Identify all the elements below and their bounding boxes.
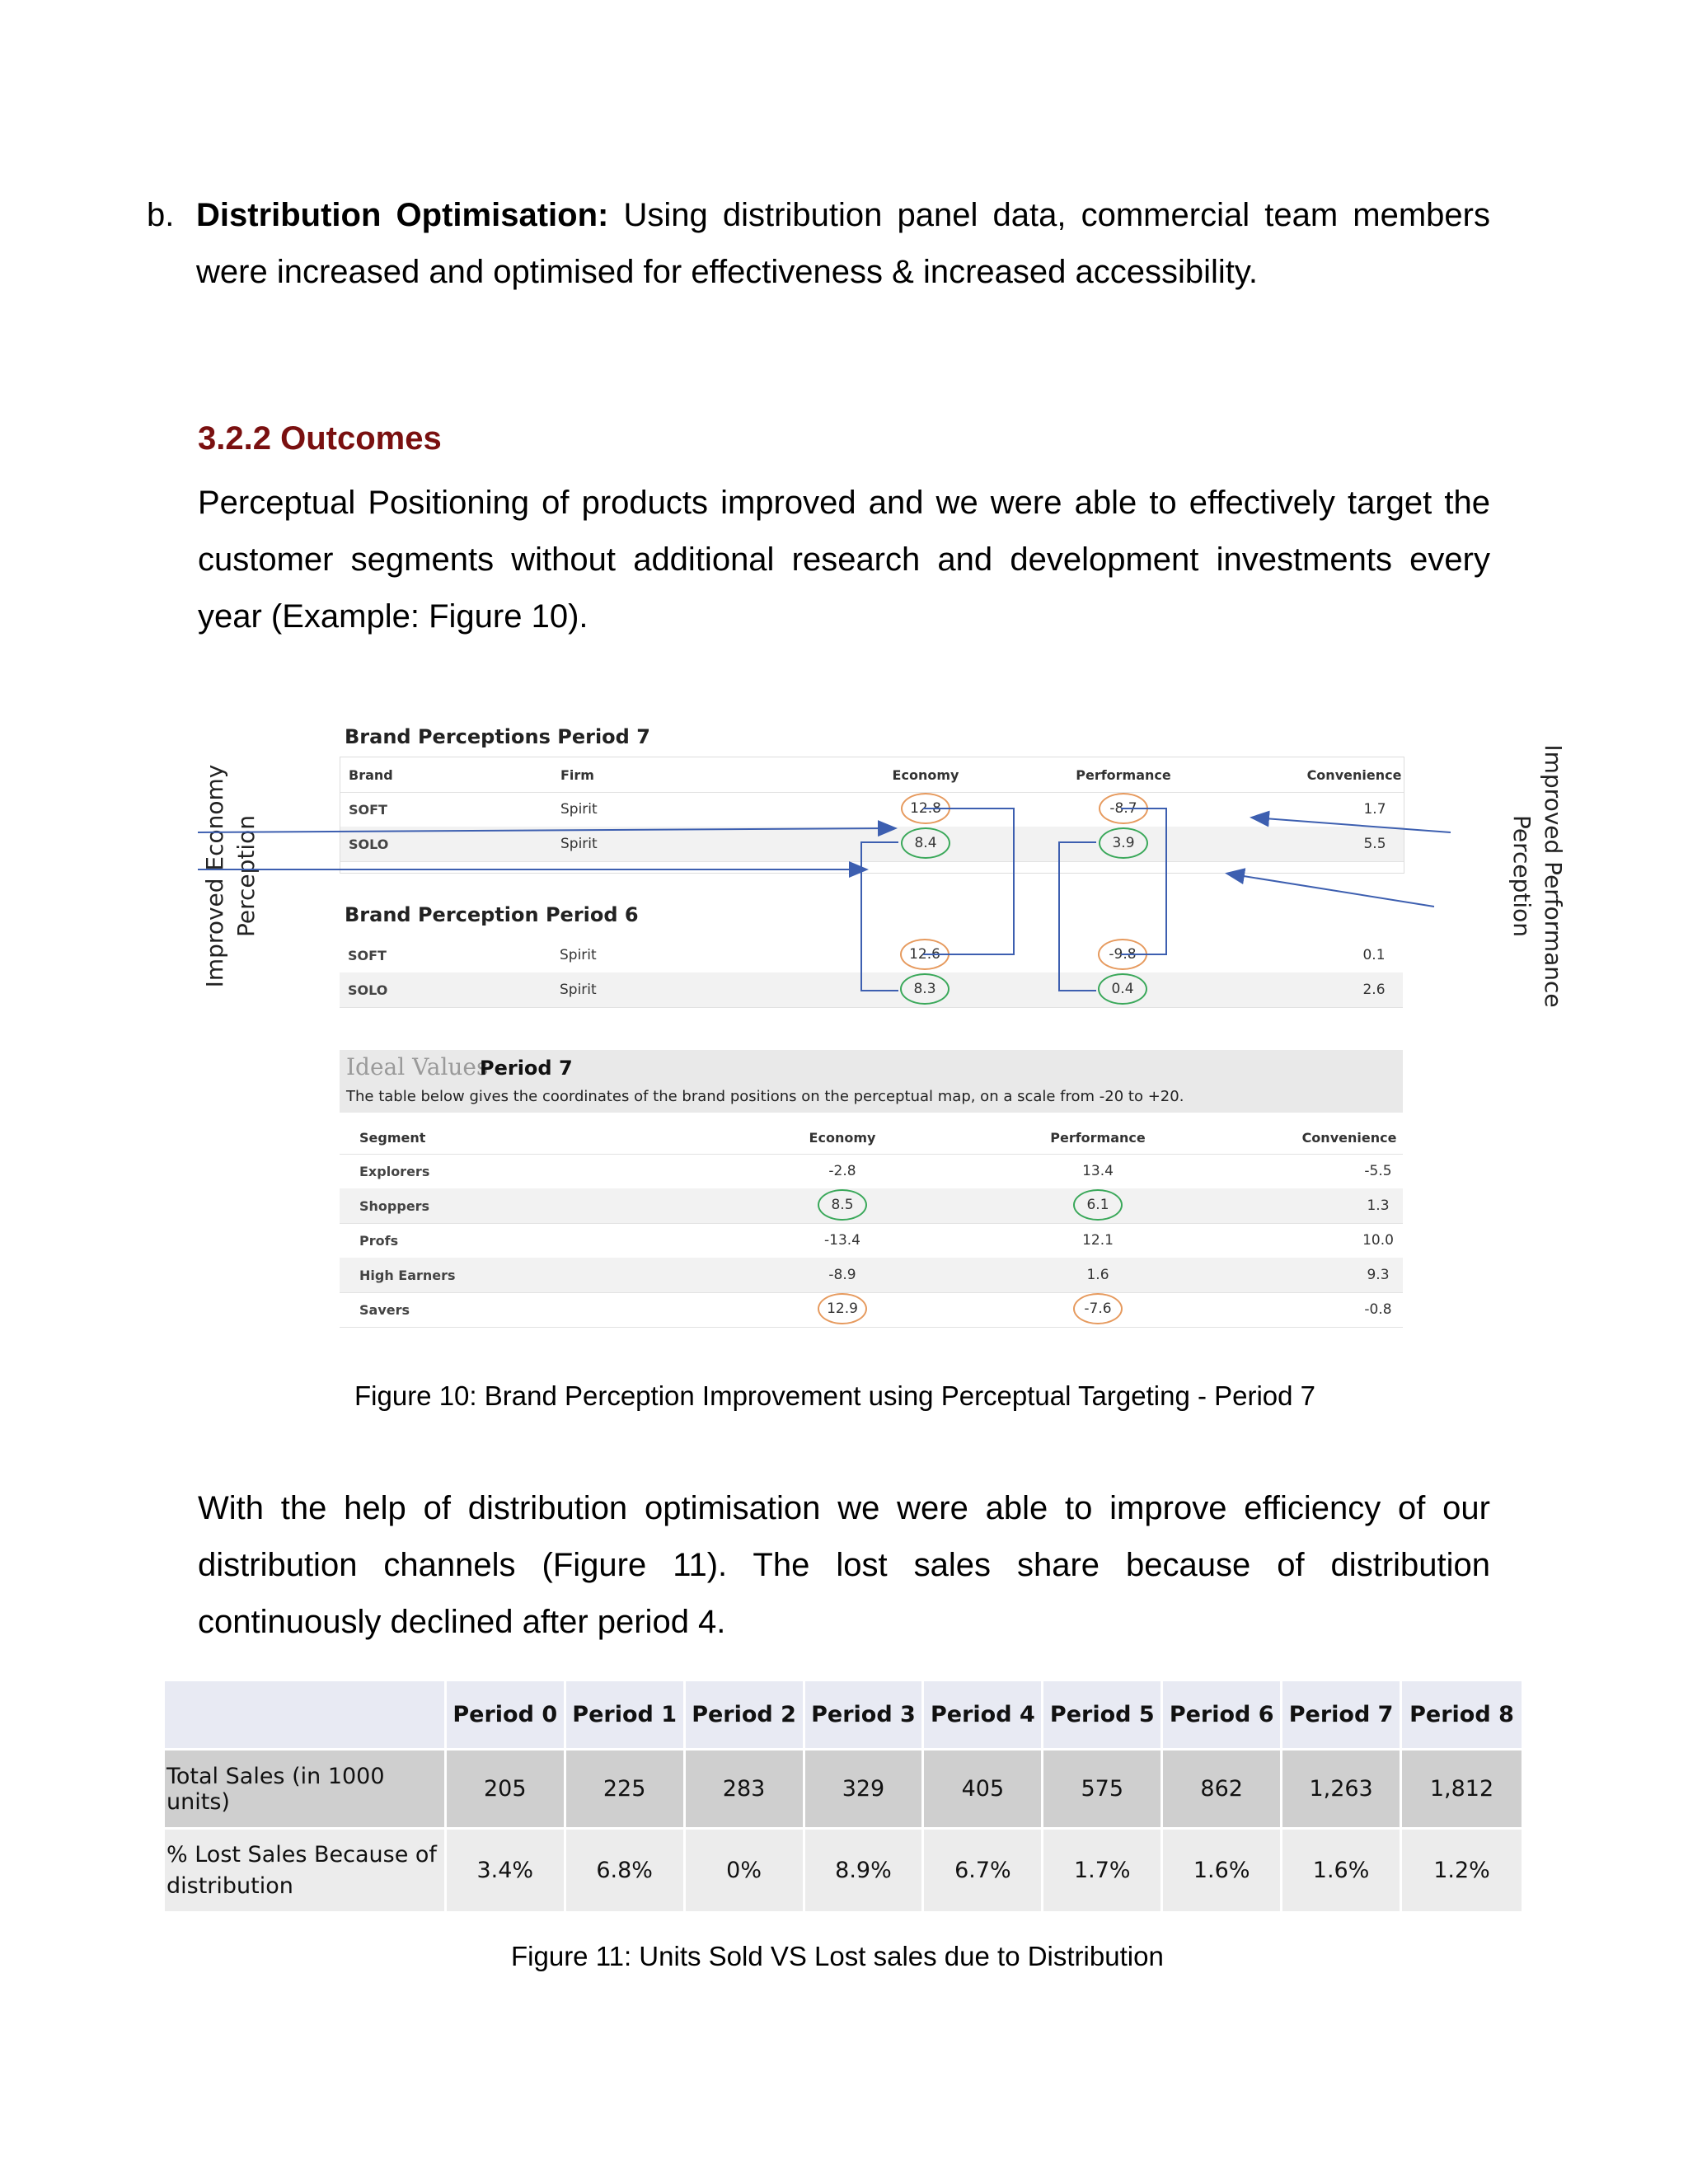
economy-cell: 12.9 <box>818 1292 867 1327</box>
economy-cell: -13.4 <box>824 1232 860 1249</box>
convenience-cell: -0.8 <box>1364 1301 1392 1318</box>
figure-11-caption: Figure 11: Units Sold VS Lost sales due to Distribution <box>511 1941 1164 1971</box>
table-cell: 1.6% <box>1163 1830 1282 1911</box>
row-label: Total Sales (in 1000 units) <box>165 1748 447 1830</box>
table-row <box>340 792 1404 827</box>
figure-10-caption: Figure 10: Brand Perception Improvement using Perceptual Targeting - Period 7 <box>354 1380 1316 1411</box>
performance-cell: -9.8 <box>1098 938 1147 972</box>
header-cell: Period 1 <box>566 1681 686 1748</box>
header-cell: Period 4 <box>924 1681 1043 1748</box>
table-cell: 1,263 <box>1282 1748 1402 1830</box>
table-cell: 405 <box>924 1748 1043 1830</box>
p6-title: Brand Perception Period 6 <box>345 903 639 926</box>
table-cell: 283 <box>686 1748 805 1830</box>
table-row <box>165 1748 1522 1830</box>
brand-cell: SOLO <box>348 982 388 998</box>
segment-cell: Profs <box>359 1232 399 1249</box>
performance-cell: 6.1 <box>1073 1188 1123 1223</box>
col-brand: Brand <box>349 766 393 783</box>
distribution-paragraph: With the help of distribution optimisation we were able to improve efficiency of our distribution channels (Figure 11). The lost sales share because of distribution continuously declined after period 4. <box>198 1490 1490 1640</box>
economy-cell: 8.4 <box>901 827 950 861</box>
header-cell: Period 7 <box>1282 1681 1402 1748</box>
list-marker: b. <box>147 197 175 233</box>
convenience-cell: 0.1 <box>1362 947 1386 963</box>
side-label-right: Improved Performance Perception <box>1508 744 1567 1008</box>
convenience-cell: 5.5 <box>1363 836 1386 852</box>
side-label-left: Improved Economy Perception <box>201 764 260 988</box>
table-cell: 1.6% <box>1282 1830 1402 1911</box>
segment-cell: Shoppers <box>359 1197 430 1214</box>
performance-cell: -7.6 <box>1073 1292 1123 1327</box>
header-cell: Period 6 <box>1163 1681 1282 1748</box>
table-row <box>340 1154 1403 1189</box>
p7-table <box>340 757 1404 874</box>
arrow-solo-performance <box>1228 874 1434 907</box>
col-convenience: Convenience <box>1301 1129 1397 1146</box>
table-cell: 1.2% <box>1402 1830 1522 1911</box>
figure-11-table <box>165 1681 1522 1911</box>
header-cell: Period 5 <box>1043 1681 1163 1748</box>
ideal-values-label: Ideal Values <box>346 1053 489 1080</box>
brand-cell: SOLO <box>349 836 389 852</box>
header-cell: Period 3 <box>805 1681 925 1748</box>
table-row <box>340 938 1403 973</box>
row-label: % Lost Sales Because of distribution <box>165 1830 447 1911</box>
table-cell: 862 <box>1163 1748 1282 1830</box>
firm-cell: Spirit <box>560 947 597 963</box>
brand-cell: SOFT <box>349 801 387 818</box>
col-performance: Performance <box>1076 766 1171 783</box>
table-cell: 575 <box>1043 1748 1163 1830</box>
ideal-header-row <box>340 1121 1403 1155</box>
col-convenience: Convenience <box>1306 766 1402 783</box>
table-row <box>340 972 1403 1008</box>
convenience-cell: 9.3 <box>1367 1267 1390 1283</box>
segment-cell: Savers <box>359 1301 410 1318</box>
table-row <box>340 827 1404 862</box>
table-cell: 205 <box>447 1748 566 1830</box>
performance-cell: 0.4 <box>1098 972 1147 1007</box>
convenience-cell: -5.5 <box>1364 1163 1392 1179</box>
table-cell: 225 <box>566 1748 686 1830</box>
table-cell: 1.7% <box>1043 1830 1163 1911</box>
list-item-title: Distribution Optimisation: <box>196 197 609 233</box>
table-cell: 6.8% <box>566 1830 686 1911</box>
outcomes-paragraph: Perceptual Positioning of products improved and we were able to effectively target the customer segments without additional research and development investments every year (Example: Figure 10). <box>198 485 1490 635</box>
table-row <box>340 1258 1403 1293</box>
performance-cell: 12.1 <box>1082 1232 1114 1249</box>
table-cell: 0% <box>686 1830 805 1911</box>
p7-header-row <box>340 757 1404 793</box>
list-item-b <box>147 187 1490 301</box>
segment-cell: Explorers <box>359 1163 430 1179</box>
col-firm: Firm <box>560 766 594 783</box>
brand-cell: SOFT <box>348 947 387 963</box>
col-economy: Economy <box>892 766 959 783</box>
header-cell: Period 0 <box>447 1681 566 1748</box>
p6-table <box>340 938 1403 1009</box>
convenience-cell: 10.0 <box>1362 1232 1394 1249</box>
economy-cell: 8.5 <box>818 1188 867 1223</box>
header-cell: Period 8 <box>1402 1681 1522 1748</box>
performance-cell: 3.9 <box>1099 827 1148 861</box>
firm-cell: Spirit <box>560 982 597 998</box>
table-cell: 1,812 <box>1402 1748 1522 1830</box>
economy-cell: -2.8 <box>828 1163 856 1179</box>
col-economy: Economy <box>809 1129 876 1146</box>
performance-cell: 13.4 <box>1082 1163 1114 1179</box>
economy-cell: -8.9 <box>828 1267 856 1283</box>
ideal-values-header <box>340 1050 1403 1113</box>
table-cell: 8.9% <box>805 1830 925 1911</box>
firm-cell: Spirit <box>560 801 598 818</box>
table-header-row <box>165 1681 1522 1748</box>
ideal-values-period: Period 7 <box>480 1057 573 1080</box>
convenience-cell: 2.6 <box>1362 982 1386 998</box>
convenience-cell: 1.7 <box>1363 801 1386 818</box>
ideal-values-description: The table below gives the coordinates of the brand positions on the perceptual map, on a scale from -20 to +20. <box>346 1088 1184 1105</box>
table-row <box>165 1830 1522 1911</box>
header-cell <box>165 1681 447 1748</box>
table-row <box>340 1223 1403 1258</box>
table-cell: 329 <box>805 1748 925 1830</box>
col-performance: Performance <box>1050 1129 1146 1146</box>
col-segment: Segment <box>359 1129 426 1146</box>
firm-cell: Spirit <box>560 836 598 852</box>
p7-title: Brand Perceptions Period 7 <box>345 725 650 748</box>
list-item-text: Using distribution panel data, commercial team members were increased and optimised for effectiveness & increased accessibility. <box>196 197 1490 290</box>
table-row <box>340 1188 1403 1224</box>
figure-10 <box>198 659 1567 1360</box>
economy-cell: 12.6 <box>900 938 950 972</box>
performance-cell: 1.6 <box>1086 1267 1109 1283</box>
table-cell: 6.7% <box>924 1830 1043 1911</box>
performance-cell: -8.7 <box>1099 792 1148 827</box>
ideal-values-table <box>340 1121 1403 1330</box>
table-cell: 3.4% <box>447 1830 566 1911</box>
economy-cell: 12.8 <box>901 792 950 827</box>
table-row <box>340 1292 1403 1328</box>
header-cell: Period 2 <box>686 1681 805 1748</box>
segment-cell: High Earners <box>359 1267 456 1283</box>
economy-cell: 8.3 <box>900 972 950 1007</box>
convenience-cell: 1.3 <box>1367 1197 1390 1214</box>
section-heading: 3.2.2 Outcomes <box>198 420 442 457</box>
